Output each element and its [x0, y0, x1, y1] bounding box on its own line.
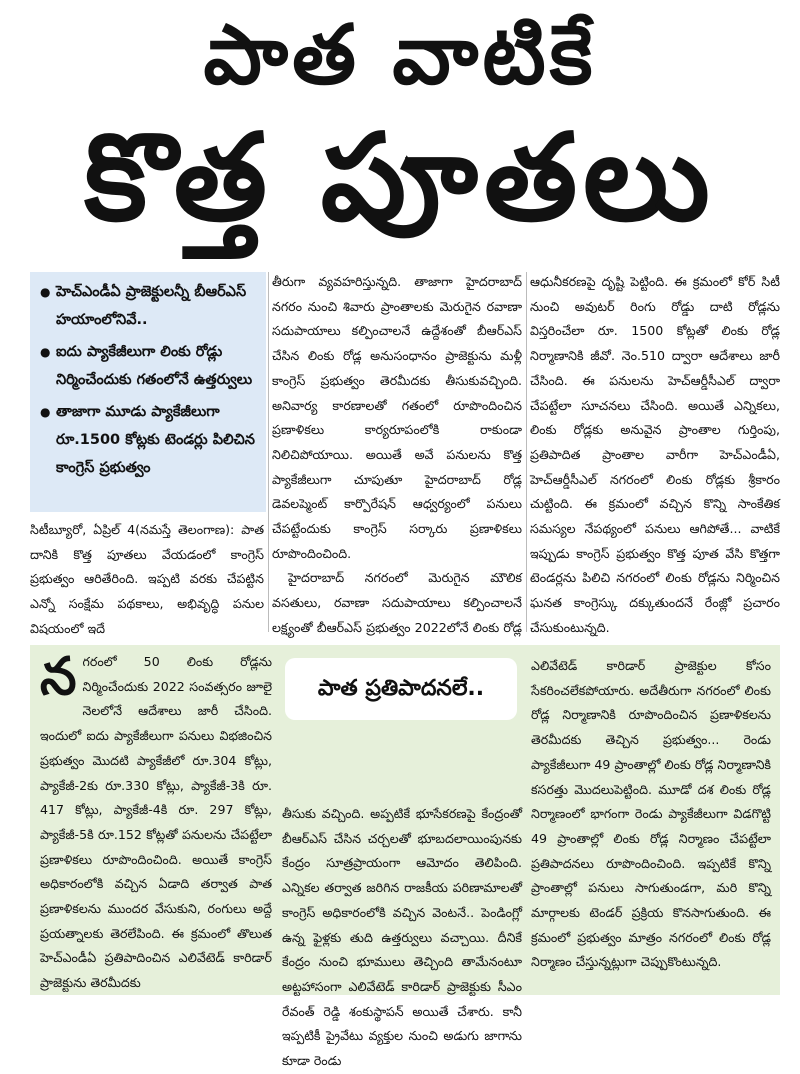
article-column-1	[30, 518, 264, 642]
inset-paragraph: ఎలివేటెడ్ కారిడార్ ప్రాజెక్టుల కోసం సేకరించలేకపోయారు. అదేతీరుగా నగరంలో లింకు రోడ్ల నిర్మాణానికి రూపొందించిన ప్రణాళికలను తెరమీదకు తెచ్చిన ప్రభుత్వం... రెండు ప్యాకేజీలుగా 49 ప్రాంతాల్లో లింకు రోడ్ల నిర్మాణానికి కసరత్తు మొదలుపెట్టింది. మూడో దశ లింకు రోడ్ల నిర్మాణంలో భాగంగా రెండు ప్యాకేజీలుగా విడగొట్టి 49 ప్రాంతాల్లో లింకు రోడ్ల నిర్మాణం చేపట్టేలా ప్రతిపాదనలు రూపొందించింది. ఇప్పటికే కొన్ని ప్రాంతాల్లో పనులు సాగుతుండగా, మరి కొన్ని మార్గాలకు టెండర్ ప్రక్రియ కొనసాగుతుంది. ఈ క్రమంలో ప్రభుత్వం మాత్రం నగరంలో లింకు రోడ్ల నిర్మాణం చేస్తున్నట్లుగా చెప్పుకొంటున్నది.	[531, 658, 772, 970]
inset-column-3	[531, 654, 771, 975]
drop-cap: న	[40, 647, 77, 707]
headline-line-2: కొత్త పూతలు	[84, 109, 716, 248]
inset-subheading: పాత ప్రతిపాదనలే..	[285, 658, 517, 720]
bullet-icon: ●	[40, 285, 51, 299]
article-paragraph: తీరుగా వ్యవహరిస్తున్నది. తాజాగా హైదరాబాద్ నగరం నుంచి శివారు ప్రాంతాలకు మెరుగైన రవాణా సదుపాయాలు కల్పించాలనే ఉద్దేశంతో బీఆర్ఎస్ చేసిన లింకు రోడ్ల అనుసంధానం ప్రాజెక్టును మళ్లీ కాంగ్రెస్ ప్రభుత్వం తెరమీదకు తీసుకువచ్చింది. అనివార్య కారణాలతో గతంలో రూపొందించిన ప్రణాళికలు కార్యరూపంలోకి రాకుండా నిలిచిపోయాయి. అయితే అవే పనులను కొత్త ప్యాకేజీలుగా చూపుతూ హైదరాబాద్ రోడ్ల డెవలప్మెంట్ కార్పొరేషన్ ఆధ్వర్యంలో పనులు చేపట్టేందుకు కాంగ్రెస్ సర్కారు ప్రణాళికలు రూపొందించింది.	[272, 274, 522, 561]
bullet-icon: ●	[40, 405, 51, 419]
article-paragraph: సిటీబ్యూరో, ఏప్రిల్ 4(నమస్తే తెలంగాణ): పాత దానికి కొత్త పూతలు వేయడంలో కాంగ్రెస్ ప్రభుత్వం ఆరితేరింది. ఇప్పటి వరకు చేపట్టిన ఎన్నో సంక్షేమ పథకాలు, అభివృద్ధి పనుల విషయంలో ఇదే	[30, 522, 264, 636]
article-paragraph: హైదరాబాద్ నగరంలో మెరుగైన మౌలిక వసతులు, రవాణా సదుపాయాలు కల్పించాలనే లక్ష్యంతో బీఆర్ఎస్ ప్రభుత్వం 2022లోనే లింకు రోడ్ల	[272, 570, 522, 635]
article-paragraph: ఆధునీకరణపై దృష్టి పెట్టింది. ఈ క్రమంలో కోర్ సిటీ నుంచి అవుటర్ రింగు రోడ్డు దాటి రోడ్లను విస్తరించేలా రూ. 1500 కోట్లతో లింకు రోడ్ల నిర్మాణానికి జీవో. నెం.510 ద్వారా ఆదేశాలు జారీ చేసింది. ఈ పనులను హెచ్ఆర్డీసీఎల్ ద్వారా చేపట్టేలా సూచనలు చేసింది. అయితే ఎన్నికలు, లింకు రోడ్లకు అనువైన ప్రాంతాల గుర్తింపు, ప్రతిపాదిత ప్రాంతాల వారీగా హెచ్ఎండీఏ, హెచ్ఆర్డీసీఎల్ నగరంలో లింకు రోడ్లకు శ్రీకారం చుట్టింది. ఈ క్రమంలో వచ్చిన కొన్ని సాంకేతిక సమస్యల నేపథ్యంలో పనులు ఆగిపోతే... వాటికే ఇప్పుడు కాంగ్రెస్ ప్రభుత్వం కొత్త పూత వేసి కొత్తగా టెండర్లను పిలిచి నగరంలో లింకు రోడ్లను నిర్మించిన ఘనత కాంగ్రెస్కు దక్కుతుందనే రేంజ్లో ప్రచారం చేసుకుంటున్నది.	[530, 274, 780, 635]
highlight-item: ● హెచ్ఎండీఏ ప్రాజెక్టులన్నీ బీఆర్ఎస్ హయాంలోనివే..	[40, 278, 260, 334]
highlight-item: ● ఐదు ప్యాకేజీలుగా లింకు రోడ్లు నిర్మించేందుకు గతంలోనే ఉత్తర్వులు	[40, 338, 260, 394]
column-divider	[526, 272, 527, 632]
bullet-icon: ●	[40, 345, 51, 359]
inset-paragraph: గరంలో 50 లింకు రోడ్లను నిర్మించేందుకు 2022 సంవత్సరం జూలై నెలలోనే ఆదేశాలు జారీ చేసింది. ఇందులో ఐదు ప్యాకేజీలుగా పనులు విభజించిన ప్రభుత్వం మొదటి ప్యాకేజీలో రూ.304 కోట్లు, ప్యాకేజీ-2కు రూ.330 కోట్లు, ప్యాకేజీ-3కి రూ. 417 కోట్లు, ప్యాకేజీ-4కి రూ. 297 కోట్లు, ప్యాకేజీ-5కి రూ.152 కోట్లతో పనులను చేపట్టేలా ప్రణాళికలు రూపొందించింది. అయితే కాంగ్రెస్ అధికారంలోకి వచ్చిన ఏడాది తర్వాత పాత ప్రణాళికలను ముందర వేసుకుని, రంగులు అద్దే ప్రయత్నాలకు తెరలేపింది. ఈ క్రమంలో తొలుత హెచ్ఎండీఏ ప్రతిపాదించిన ఎలివేటెడ్ కారిడార్ ప్రాజెక్టును తెరమీదకు	[40, 654, 272, 991]
inset-paragraph: తీసుకు వచ్చింది. అప్పటికే భూసేకరణపై కేంద్రంతో బీఆర్ఎస్ చేసిన చర్చలతో భూబదలాయింపునకు కేంద్రం సూత్రప్రాయంగా ఆమోదం తెలిపింది. ఎన్నికల తర్వాత జరిగిన రాజకీయ పరిణామాలతో కాంగ్రెస్ అధికారంలోకి వచ్చిన వెంటనే.. పెండింగ్లో ఉన్న ఫైళ్లకు తుది ఉత్తర్వులు వచ్చాయి. దీనికే కేంద్రం నుంచి భూములు తెచ్చింది తామేనంటూ అట్టహాసంగా ఎలివేటెడ్ కారిడార్ ప్రాజెక్టుకు సీఎం రేవంత్ రెడ్డి శంకుస్థాపన్ అయితే చేశారు. కానీ ఇప్పటికీ ప్రైవేటు వ్యక్తుల నుంచి అడుగు జాగాను కూడా రెండు	[282, 806, 522, 1069]
column-divider	[268, 272, 269, 632]
headline-line-1: పాత వాటికే	[203, 8, 597, 103]
article-column-2	[272, 270, 522, 665]
inset-column-1	[40, 647, 272, 996]
article-column-3	[530, 270, 780, 641]
highlight-item: ● తాజాగా మూడు ప్యాకేజీలుగా రూ.1500 కోట్లకు టెండర్లు పిలిచిన కాంగ్రెస్ ప్రభుత్వం	[40, 398, 260, 482]
highlights-box	[30, 272, 266, 512]
inset-column-2	[282, 802, 522, 1074]
